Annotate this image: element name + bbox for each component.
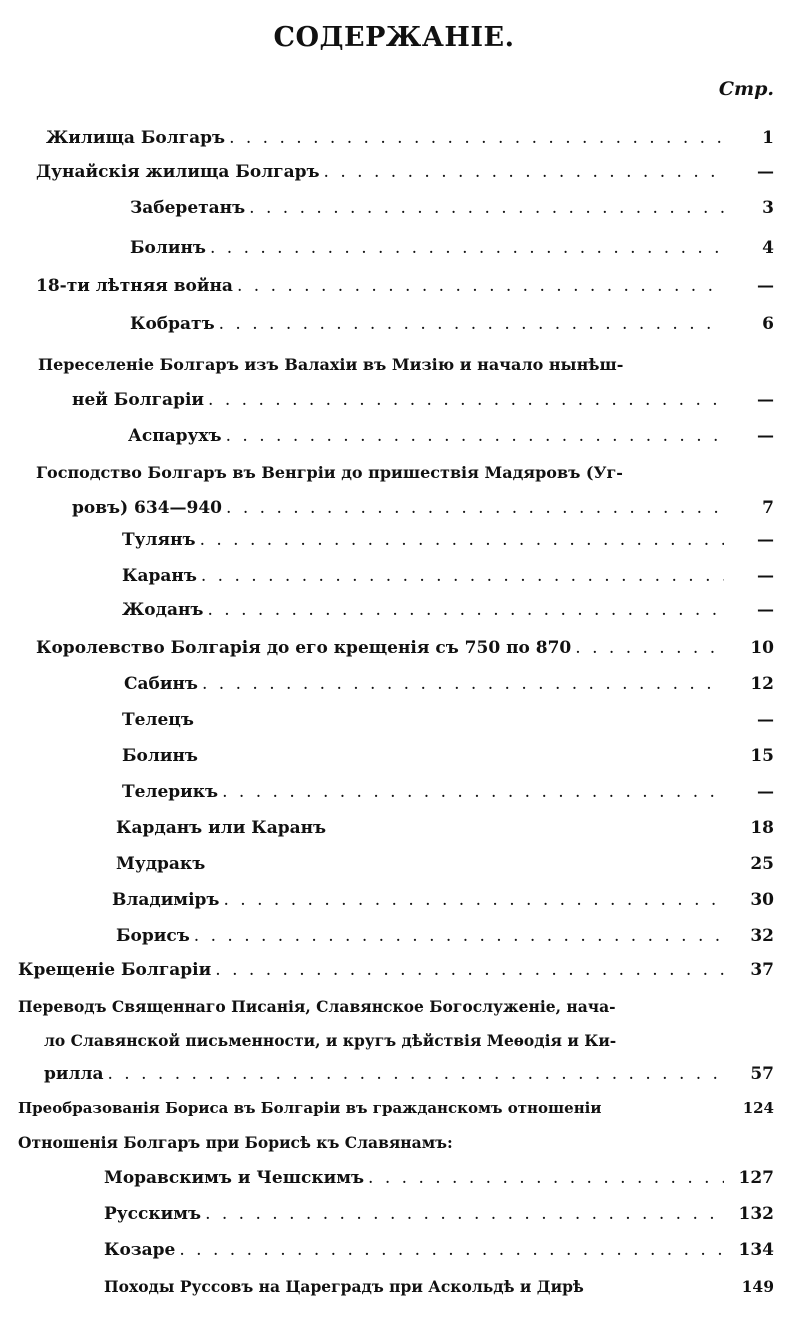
dot-leader (200, 530, 724, 551)
toc-entry-text: Козаре (104, 1240, 176, 1260)
toc-entry (44, 1064, 774, 1085)
toc-entry (122, 710, 774, 731)
toc-entry-text: Тулянъ (122, 530, 196, 550)
toc-entry-text: Карданъ или Каранъ (116, 818, 327, 838)
page-title: СОДЕРЖАНІЕ. (273, 22, 515, 53)
toc-entry (72, 498, 774, 519)
toc-entry (130, 314, 774, 335)
toc-entry-text: Болинъ (122, 746, 198, 766)
toc-entry-text: ло Славянской письменности, и кругъ дѣйствія Меѳодія и Ки- (44, 1031, 617, 1050)
toc-entry-text: Моравскимъ и Чешскимъ (104, 1168, 365, 1188)
toc-entry-text: рилла (44, 1064, 104, 1084)
toc-entry-page: 15 (750, 746, 774, 766)
toc-entry-text: Отношенія Болгаръ при Борисѣ къ Славянамъ: (18, 1133, 453, 1152)
dot-leader (107, 1064, 724, 1085)
toc-entry-text: Дунайскія жилища Болгаръ (36, 162, 320, 182)
toc-entry-text: Болинъ (130, 238, 206, 258)
toc-entry (46, 128, 774, 149)
dot-leader (237, 276, 724, 297)
dot-leader (207, 600, 724, 621)
toc-entry-page: 6 (762, 314, 774, 334)
toc-entry-text: Мудракъ (116, 854, 206, 874)
dot-leader (223, 890, 724, 911)
toc-entry-page: — (757, 276, 774, 296)
toc-entry (104, 1276, 774, 1298)
toc-entry-page: — (757, 566, 774, 586)
dot-leader (201, 566, 724, 587)
toc-entry-page: 127 (738, 1168, 774, 1188)
dot-leader (575, 638, 724, 659)
toc-entry-page: — (757, 426, 774, 446)
toc-entry-page: — (757, 782, 774, 802)
toc-entry-page: 25 (750, 854, 774, 874)
toc-entry-text: Каранъ (122, 566, 197, 586)
toc-entry-page: 124 (742, 1099, 774, 1117)
toc-entry (38, 354, 623, 375)
toc-entry-page: — (757, 600, 774, 620)
toc-entry (116, 926, 774, 947)
toc-entry (130, 198, 774, 219)
toc-entry-text: Жилища Болгаръ (46, 128, 226, 148)
dot-leader (368, 1168, 724, 1189)
toc-entry (112, 890, 774, 911)
toc-entry-text: Русскимъ (104, 1204, 202, 1224)
toc-entry (116, 854, 774, 875)
toc-entry-text: Господство Болгаръ въ Венгріи до пришествія Мадяровъ (Уг- (36, 463, 623, 482)
toc-entry (122, 600, 774, 621)
toc-entry-text: ровъ) 634—940 (72, 498, 223, 518)
toc-entry-text: Борисъ (116, 926, 190, 946)
toc-entry-page: — (757, 710, 774, 730)
toc-entry (116, 818, 774, 839)
page-column-label: Стр. (718, 78, 774, 100)
toc-entry-page: 18 (750, 818, 774, 838)
toc-entry (122, 746, 774, 767)
dot-leader (179, 1240, 724, 1261)
toc-entry-page: 32 (750, 926, 774, 946)
dot-leader (219, 314, 724, 335)
dot-leader (229, 128, 724, 149)
toc-entry-page: 149 (741, 1277, 774, 1296)
dot-leader (215, 960, 724, 981)
dot-leader (210, 238, 724, 259)
toc-entry-page: 37 (750, 960, 774, 980)
toc-entry-text: Преобразованія Бориса въ Болгаріи въ гражданскомъ отношеніи (18, 1099, 602, 1117)
toc-entry-text: Телецъ (122, 710, 194, 730)
toc-entry-page: 134 (738, 1240, 774, 1260)
dot-leader (194, 926, 724, 947)
toc-entry-page: 1 (762, 128, 774, 148)
toc-entry-text: Сабинъ (124, 674, 198, 694)
toc-entry (72, 390, 774, 411)
toc-entry-text: ней Болгаріи (72, 390, 205, 410)
dot-leader (202, 674, 724, 695)
toc-entry-text: Переселеніе Болгаръ изъ Валахіи въ Мизію и начало нынѣш- (38, 355, 624, 374)
dot-leader (249, 198, 724, 219)
toc-entry-page: 7 (762, 498, 774, 518)
dot-leader (208, 390, 724, 411)
toc-entry-page: — (757, 162, 774, 182)
toc-entry (36, 638, 774, 659)
toc-entry (104, 1168, 774, 1189)
toc-entry-text: Аспарухъ (128, 426, 222, 446)
dot-leader (324, 162, 724, 183)
toc-entry (18, 996, 616, 1017)
toc-entry (18, 960, 774, 981)
toc-entry-page: — (757, 530, 774, 550)
toc-entry (104, 1204, 774, 1225)
toc-entry-page: 3 (762, 198, 774, 218)
toc-entry-text: Походы Руссовъ на Цареградъ при Аскольдѣ и Дирѣ (104, 1277, 584, 1296)
dot-leader (222, 782, 724, 803)
toc-entry-text: Жоданъ (122, 600, 204, 620)
toc-entry-text: Телерикъ (122, 782, 219, 802)
toc-entry-text: Кобратъ (130, 314, 215, 334)
toc-entry-page: 30 (750, 890, 774, 910)
toc-entry-page: 57 (750, 1064, 774, 1084)
toc-entry (36, 162, 774, 183)
toc-entry (122, 566, 774, 587)
toc-entry-text: 18-ти лѣтняя война (36, 276, 233, 296)
toc-entry (124, 674, 774, 695)
toc-entry (130, 238, 774, 259)
toc-entry-page: 10 (750, 638, 774, 658)
dot-leader (226, 498, 724, 519)
toc-entry (122, 530, 774, 551)
toc-entry-page: — (757, 390, 774, 410)
toc-entry-page: 132 (738, 1204, 774, 1224)
toc-entry (18, 1132, 453, 1153)
toc-entry (36, 276, 774, 297)
dot-leader (226, 426, 724, 447)
toc-entry-text: Переводъ Священнаго Писанія, Славянское Богослуженіе, нача- (18, 997, 616, 1016)
toc-entry-text: Крещеніе Болгаріи (18, 960, 212, 980)
toc-entry (44, 1030, 616, 1051)
toc-entry-text: Королевство Болгарія до его крещенія съ 750 по 870 (36, 638, 572, 658)
toc-entry (104, 1240, 774, 1261)
toc-entry-text: Владиміръ (112, 890, 220, 910)
toc-entry-page: 12 (750, 674, 774, 694)
dot-leader (205, 1204, 724, 1225)
toc-entry (122, 782, 774, 803)
toc-entry (36, 462, 623, 483)
toc-entry (128, 426, 774, 447)
toc-entry-page: 4 (762, 238, 774, 258)
toc-entry-text: Заберетанъ (130, 198, 246, 218)
toc-entry (18, 1098, 774, 1119)
